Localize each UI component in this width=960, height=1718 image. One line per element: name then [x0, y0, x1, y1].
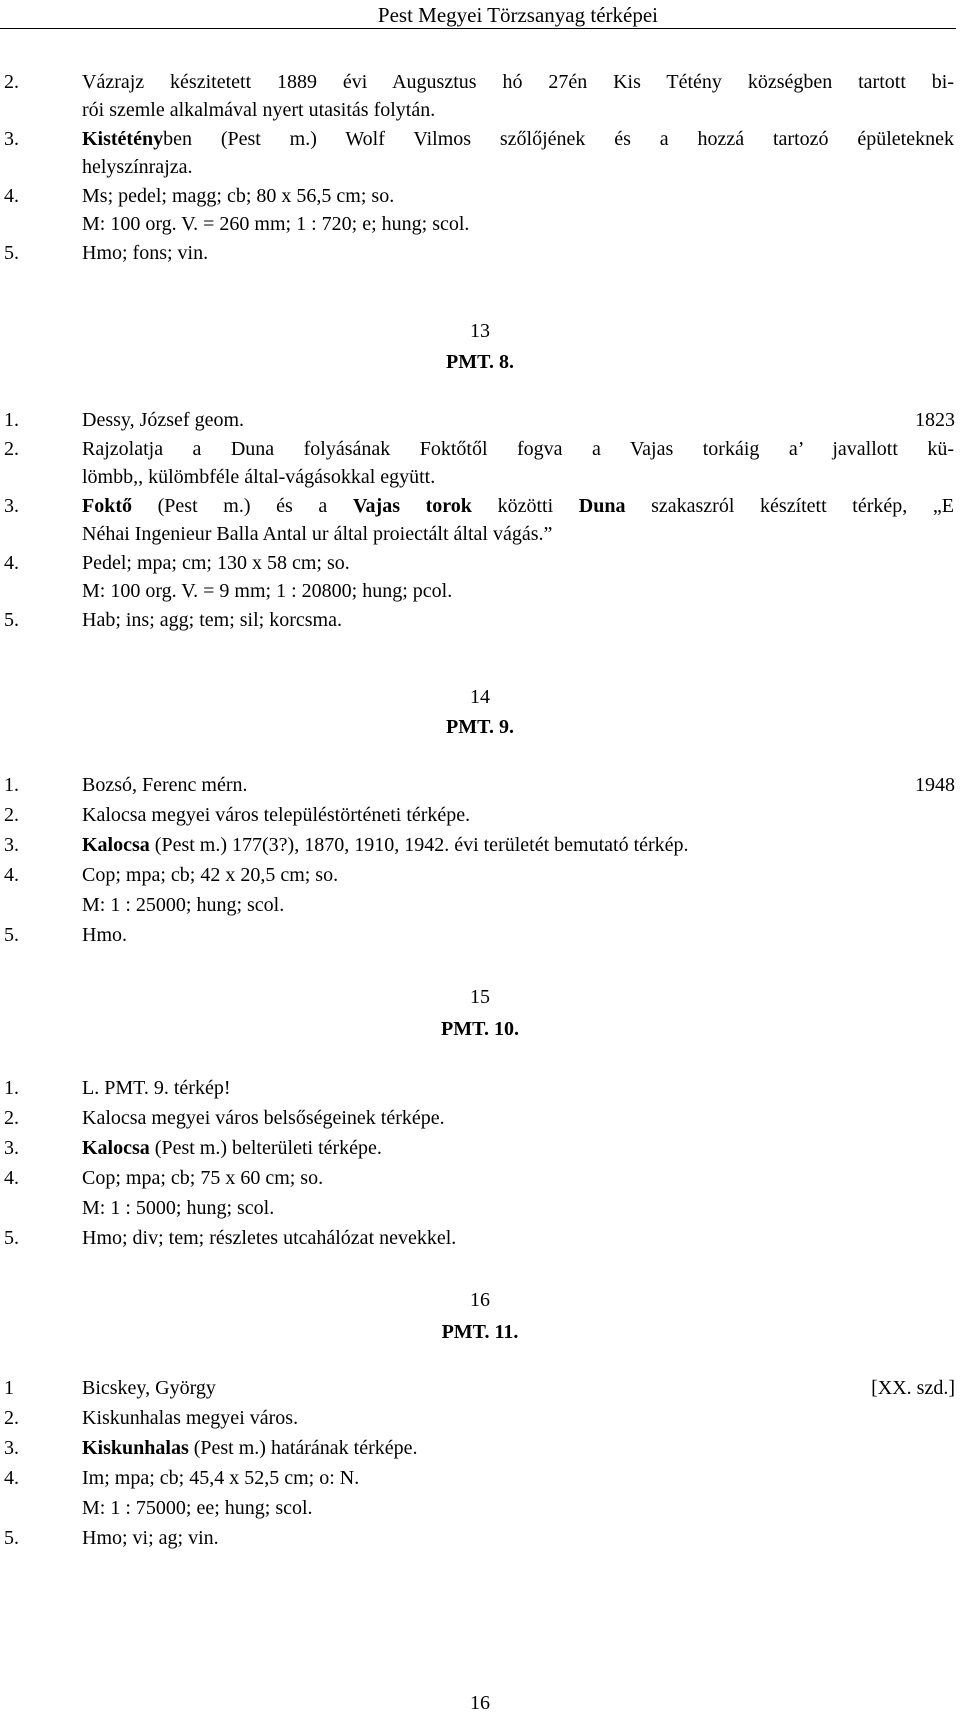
- entry-number: 16: [470, 1289, 490, 1311]
- item-text: M: 100 org. V. = 9 mm; 1 : 20800; hung; pcol.: [82, 580, 453, 602]
- item-number: 3.: [4, 128, 19, 150]
- item-number: 3.: [4, 1137, 19, 1159]
- place-name: Kiskunhalas: [82, 1437, 189, 1459]
- line: [0, 238, 960, 268]
- entry-number-line: [0, 682, 960, 712]
- header-title: Pest Megyei Törzsanyag térképei: [377, 3, 658, 27]
- item-text: Rajzolatja a Duna folyásának Foktőtől fogva a Vajas torkáig a’ javallott kü-: [82, 438, 954, 460]
- item-number: 1: [4, 1377, 14, 1399]
- line: [0, 576, 960, 606]
- item-text: [82, 124, 954, 154]
- author: Bozsó, Ferenc mérn.: [82, 774, 248, 796]
- line: [0, 434, 960, 464]
- place-name: Vajas torok: [352, 495, 472, 517]
- entry-number-line: [0, 982, 960, 1012]
- item-text: [82, 830, 689, 860]
- item-text: M: 1 : 75000; ee; hung; scol.: [82, 1497, 313, 1519]
- item-text: rói szemle alkalmával nyert utasitás folytán.: [82, 99, 436, 121]
- item-number: 5.: [4, 1227, 19, 1249]
- item-text: [82, 491, 954, 521]
- line: [0, 1223, 960, 1253]
- year: [XX. szd.]: [871, 1377, 955, 1399]
- item-number: 3.: [4, 834, 19, 856]
- entry-code-line: [0, 1014, 960, 1044]
- item-text: helyszínrajza.: [82, 156, 193, 178]
- entry-code-line: [0, 1317, 960, 1347]
- item-text: Hmo; vi; ag; vin.: [82, 1527, 219, 1549]
- line: [0, 67, 960, 97]
- line: [0, 462, 960, 492]
- item-number: 1.: [4, 409, 19, 431]
- year: 1948: [915, 774, 955, 796]
- line: [0, 1463, 960, 1493]
- item-text-part: (Pest m.) 177(3?), 1870, 1910, 1942. évi területét bemutató térkép.: [149, 834, 689, 856]
- item-text: L. PMT. 9. térkép!: [82, 1077, 231, 1099]
- line: [0, 920, 960, 950]
- line: [0, 95, 960, 125]
- line: [0, 209, 960, 239]
- line: [0, 124, 960, 154]
- item-number: 5.: [4, 1527, 19, 1549]
- running-header: [0, 2, 956, 29]
- page-number: 16: [470, 1692, 490, 1714]
- entry-number: 13: [470, 320, 490, 342]
- line: [0, 548, 960, 578]
- line: [0, 1433, 960, 1463]
- line: [0, 1073, 960, 1103]
- line: [0, 830, 960, 860]
- item-text-part: (Pest m.) belterületi térképe.: [149, 1137, 382, 1159]
- item-text: [82, 1433, 418, 1463]
- item-number: 4.: [4, 185, 19, 207]
- item-text-part: szakaszról készített térkép, „E: [625, 495, 955, 517]
- author: Bicskey, György: [82, 1377, 216, 1399]
- entry-number-line: [0, 316, 960, 346]
- item-text: M: 1 : 5000; hung; scol.: [82, 1197, 275, 1219]
- item-text: Hmo.: [82, 924, 127, 946]
- item-number: 1.: [4, 774, 19, 796]
- line: [0, 770, 960, 800]
- line: [0, 181, 960, 211]
- item-text-part: (Pest m.) határának térképe.: [188, 1437, 418, 1459]
- item-text: Pedel; mpa; cm; 130 x 58 cm; so.: [82, 552, 350, 574]
- item-text: Hmo; div; tem; részletes utcahálózat nevekkel.: [82, 1227, 457, 1249]
- item-number: 3.: [4, 1437, 19, 1459]
- entry-code: PMT. 10.: [441, 1018, 519, 1040]
- entry-code: PMT. 11.: [441, 1321, 519, 1343]
- place-name: Kistétény: [82, 128, 164, 150]
- item-text: [82, 1133, 382, 1163]
- entry-number: 14: [470, 686, 490, 708]
- item-text: Vázrajz készitetett 1889 évi Augusztus hó 27én Kis Tétény községben tartott bi-: [82, 71, 954, 93]
- line: [0, 1163, 960, 1193]
- item-text: Kalocsa megyei város belsőségeinek térképe.: [82, 1107, 445, 1129]
- item-text: lömbb,, külömbféle által-vágásokkal együtt.: [82, 466, 436, 488]
- line: [0, 1373, 960, 1403]
- item-text-part: közötti: [471, 495, 579, 517]
- line: [0, 1133, 960, 1163]
- line: [0, 860, 960, 890]
- item-text: M: 1 : 25000; hung; scol.: [82, 894, 285, 916]
- item-number: 2.: [4, 71, 19, 93]
- line: [0, 800, 960, 830]
- entry-number: 15: [470, 986, 490, 1008]
- line: [0, 1403, 960, 1433]
- entry-code-line: [0, 712, 960, 742]
- line: [0, 1493, 960, 1523]
- item-text-part: (Pest m.) és a: [132, 495, 353, 517]
- item-text: Kalocsa megyei város településtörténeti térképe.: [82, 804, 471, 826]
- line: [0, 890, 960, 920]
- item-number: 5.: [4, 924, 19, 946]
- item-number: 1.: [4, 1077, 19, 1099]
- item-number: 2.: [4, 438, 19, 460]
- entry-number-line: [0, 1285, 960, 1315]
- author: Dessy, József geom.: [82, 409, 245, 431]
- item-text-part: ben (Pest m.) Wolf Vilmos szőlőjének és a hozzá tartozó épületeknek: [163, 128, 954, 150]
- place-name: Kalocsa: [82, 834, 150, 856]
- year: 1823: [915, 409, 955, 431]
- item-number: 4.: [4, 1467, 19, 1489]
- line: [0, 491, 960, 521]
- item-number: 4.: [4, 552, 19, 574]
- item-number: 4.: [4, 1167, 19, 1189]
- line: [0, 405, 960, 435]
- entry-code-line: [0, 347, 960, 377]
- entry-code: PMT. 9.: [446, 716, 514, 738]
- item-number: 5.: [4, 609, 19, 631]
- entry-code: PMT. 8.: [446, 351, 514, 373]
- item-text: Im; mpa; cb; 45,4 x 52,5 cm; o: N.: [82, 1467, 360, 1489]
- line: [0, 1103, 960, 1133]
- place-name: Kalocsa: [82, 1137, 150, 1159]
- line: [0, 519, 960, 549]
- item-text: Hmo; fons; vin.: [82, 242, 209, 264]
- line: [0, 152, 960, 182]
- line: [0, 1193, 960, 1223]
- line: [0, 605, 960, 635]
- item-text: Ms; pedel; magg; cb; 80 x 56,5 cm; so.: [82, 185, 395, 207]
- item-number: 2.: [4, 804, 19, 826]
- item-text: Néhai Ingenieur Balla Antal ur által proiectált által vágás.”: [82, 523, 553, 545]
- item-number: 2.: [4, 1407, 19, 1429]
- item-text: Hab; ins; agg; tem; sil; korcsma.: [82, 609, 342, 631]
- item-text: M: 100 org. V. = 260 mm; 1 : 720; e; hung; scol.: [82, 213, 470, 235]
- item-number: 2.: [4, 1107, 19, 1129]
- item-text: Cop; mpa; cb; 42 x 20,5 cm; so.: [82, 864, 339, 886]
- line: [0, 1523, 960, 1553]
- place-name: Foktő: [82, 495, 132, 517]
- place-name: Duna: [578, 495, 626, 517]
- item-number: 3.: [4, 495, 19, 517]
- item-number: 4.: [4, 864, 19, 886]
- item-text: Kiskunhalas megyei város.: [82, 1407, 299, 1429]
- item-number: 5.: [4, 242, 19, 264]
- item-text: Cop; mpa; cb; 75 x 60 cm; so.: [82, 1167, 324, 1189]
